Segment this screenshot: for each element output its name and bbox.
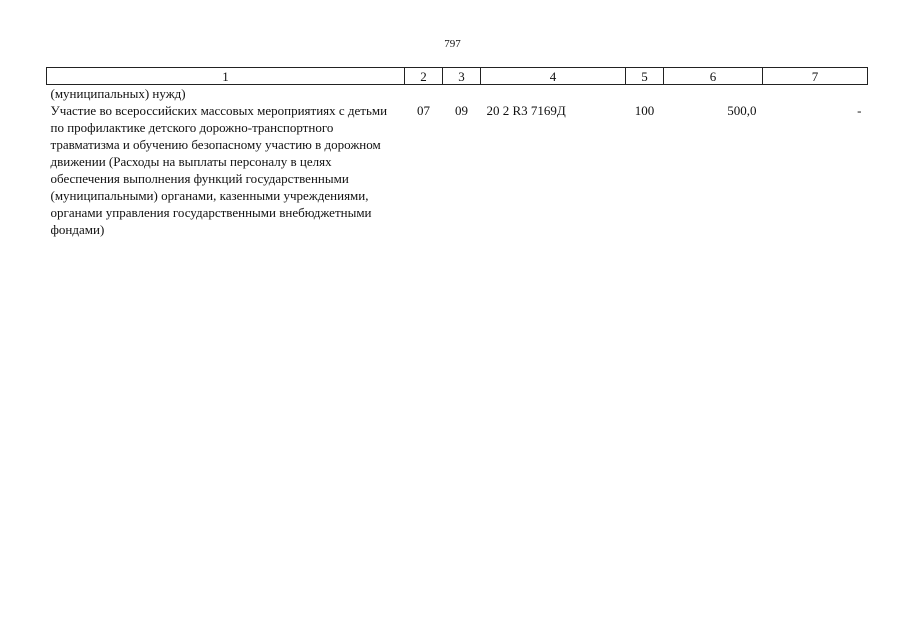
row-section: 07 <box>417 103 430 118</box>
header-row <box>47 68 868 85</box>
column-header-1: 1 <box>47 68 405 85</box>
continuation-row <box>47 85 868 103</box>
column-header-2: 2 <box>405 68 443 85</box>
row-amount-2: - <box>857 103 862 118</box>
column-header-6: 6 <box>664 68 763 85</box>
row-description: Участие во всероссийских массовых мероприятиях с детьми по профилактике детского дорожно-транспортного травматизма и обучению безопасному участию в дорожном движении (Расходы на выплаты персоналу в целях обеспечения выполнения функций государственными (муниципальными) органами, казенными учреждениями, органами управления государственными внебюджетными фондами) <box>50 103 388 237</box>
row-amount: 500,0 <box>727 103 757 118</box>
row-subsection: 09 <box>455 103 468 118</box>
column-header-4: 4 <box>481 68 626 85</box>
column-header-3: 3 <box>443 68 481 85</box>
column-header-5: 5 <box>626 68 664 85</box>
budget-table <box>46 67 868 238</box>
row-target-article: 20 2 R3 7169Д <box>486 103 566 118</box>
continuation-text: (муниципальных) нужд) <box>50 86 186 101</box>
page-number: 797 <box>444 38 461 50</box>
row-expense-type: 100 <box>634 103 655 118</box>
table-row <box>47 102 868 238</box>
column-header-7: 7 <box>763 68 868 85</box>
